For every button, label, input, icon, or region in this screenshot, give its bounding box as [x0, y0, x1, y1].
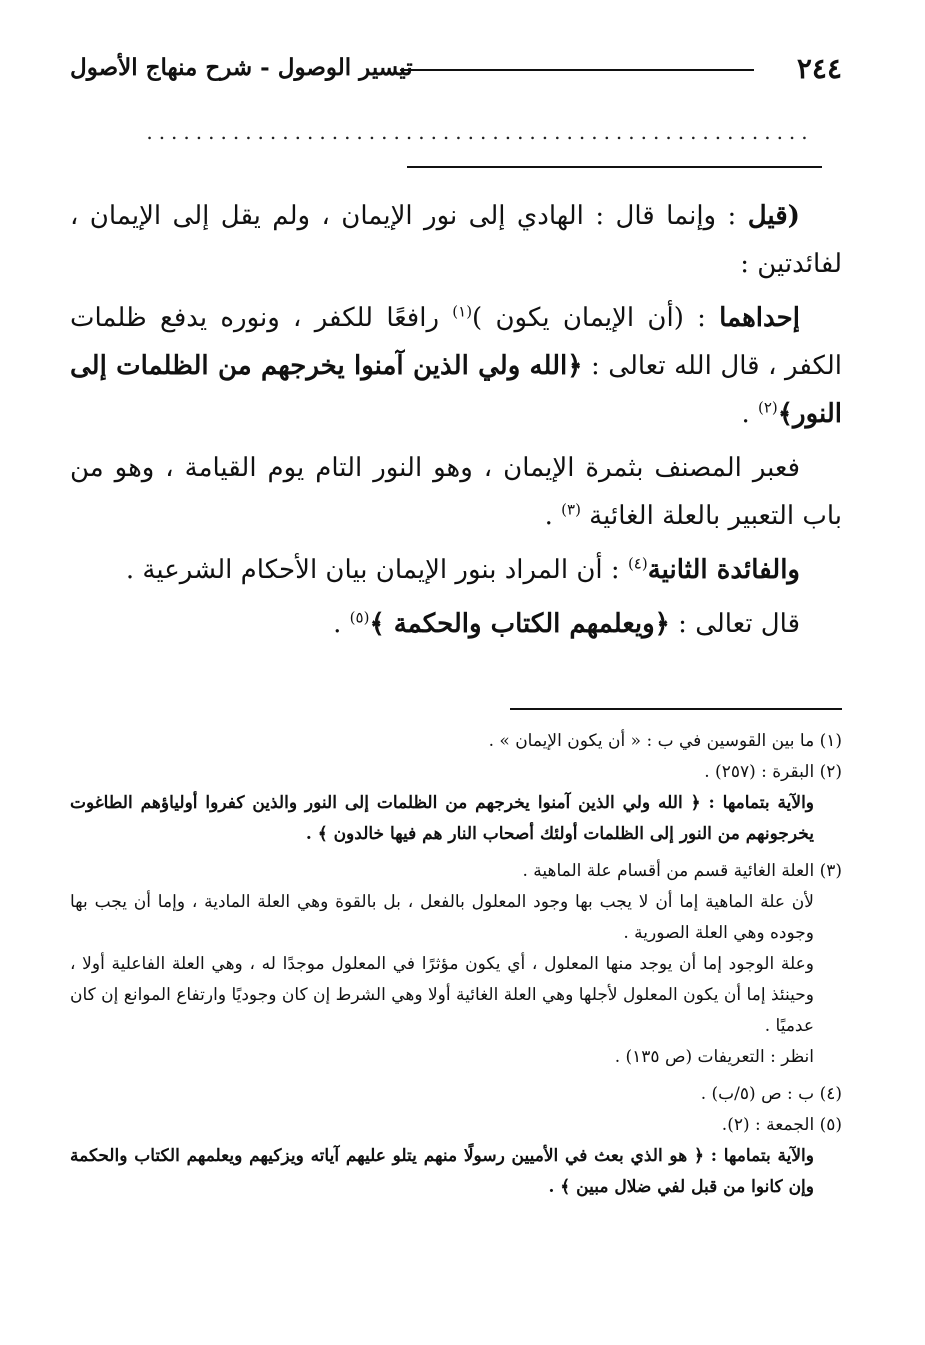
footnote-ref-3: (٣) [561, 500, 581, 519]
qila-label: (قيل [747, 201, 800, 231]
footnote-rule [510, 708, 842, 710]
paragraph-3-text: فعبر المصنف بثمرة الإيمان ، وهو النور التام يوم القيامة ، وهو من باب التعبير بالعلة الغائية [70, 453, 842, 531]
paragraph-5-text: قال تعالى : [669, 609, 800, 639]
page-header [70, 52, 842, 88]
quran-quote-1: ﴿الله ولي الذين آمنوا يخرجهم من الظلمات إلى النور﴾ [70, 351, 842, 429]
footnote-3-part-a: لأن علة الماهية إما أن لا يجب بها وجود المعلول بالفعل ، بل بالقوة وهي العلة المادية ، وإما أن يجب بها وجوده وهي العلة الصورية . [70, 892, 814, 943]
footnote-2: (٢) البقرة : (٢٥٧) . [704, 762, 842, 782]
footnotes [70, 726, 842, 1203]
running-title: تيسير الوصول - شرح منهاج الأصول [70, 54, 413, 81]
footnote-3: (٣) العلة الغائية قسم من أقسام علة الماهية . [522, 861, 842, 881]
paragraph-2-text-a: : (أن الإيمان يكون ) [472, 303, 720, 333]
book-page [70, 0, 842, 1345]
paragraph-1-text: : وإنما قال : الهادي إلى نور الإيمان ، ولم يقل إلى الإيمان ، لفائدتين : [70, 201, 842, 279]
footnote-5-verse: والآية بتمامها : ﴿ هو الذي بعث في الأميين رسولًا منهم يتلو عليهم آياته ويزكيهم ويعلمهم الكتاب والحكمة وإن كانوا من قبل لفي ضلال مبين ﴾ . [70, 1146, 814, 1197]
footnote-1: (١) ما بين القوسين في ب : « أن يكون الإيمان » . [488, 731, 842, 751]
header-rule [400, 69, 754, 71]
section-rule [407, 166, 822, 168]
footnote-ref-5: (٥) [349, 608, 370, 627]
second-benefit-label: والفائدة الثانية [647, 555, 800, 585]
paragraph-2 [70, 294, 842, 438]
quran-quote-2: ﴿ويعلمهم الكتاب والحكمة ﴾ [369, 609, 670, 639]
footnote-2-verse: والآية بتمامها : ﴿ الله ولي الذين آمنوا يخرجهم من الظلمات إلى النور والذين كفروا أولياؤهم الطاغوت يخرجونهم من النور إلى الظلمات أولئك أصحاب النار هم فيها خالدون ﴾ . [70, 793, 814, 844]
paragraph-1 [70, 192, 842, 288]
paragraph-4-text: : أن المراد بنور الإيمان بيان الأحكام الشرعية . [125, 555, 628, 585]
footnote-3-part-b: وعلة الوجود إما أن يوجد منها المعلول ، أي يكون مؤثرًا في المعلول موجدًا له ، وهي العلة الفاعلية أولا ، وحينئذ إما أن يكون المعلول لأجلها وهي العلة الغائية أولا وهي الشرط إن كان وجوديًا وارتفاع الموانع إن كان عدميًا . [70, 954, 814, 1036]
main-text [70, 192, 842, 654]
paragraph-3 [70, 444, 842, 540]
footnote-ref-1: (١) [452, 302, 473, 321]
paragraph-2-text-c: . [741, 399, 758, 429]
paragraph-5-end: . [333, 609, 350, 639]
footnote-3-part-c: انظر : التعريفات (ص ١٣٥) . [614, 1047, 814, 1067]
footnote-4: (٤) ب : ص (٥/ب) . [700, 1084, 842, 1104]
paragraph-5 [70, 600, 842, 648]
footnote-5: (٥) الجمعة : (٢). [721, 1115, 842, 1135]
paragraph-3-end: . [544, 501, 562, 531]
dotted-separator: ...................................................... [146, 120, 814, 144]
page-number: ٢٤٤ [796, 52, 842, 85]
paragraph-2-text-b: رافعًا للكفر ، ونوره يدفع ظلمات الكفر ، قال الله تعالى : [70, 303, 842, 381]
footnote-ref-4: (٤) [627, 554, 648, 573]
paragraph-4 [70, 546, 842, 594]
ihdahuma-label: إحداهما [719, 303, 800, 333]
footnote-ref-2: (٢) [758, 398, 778, 417]
